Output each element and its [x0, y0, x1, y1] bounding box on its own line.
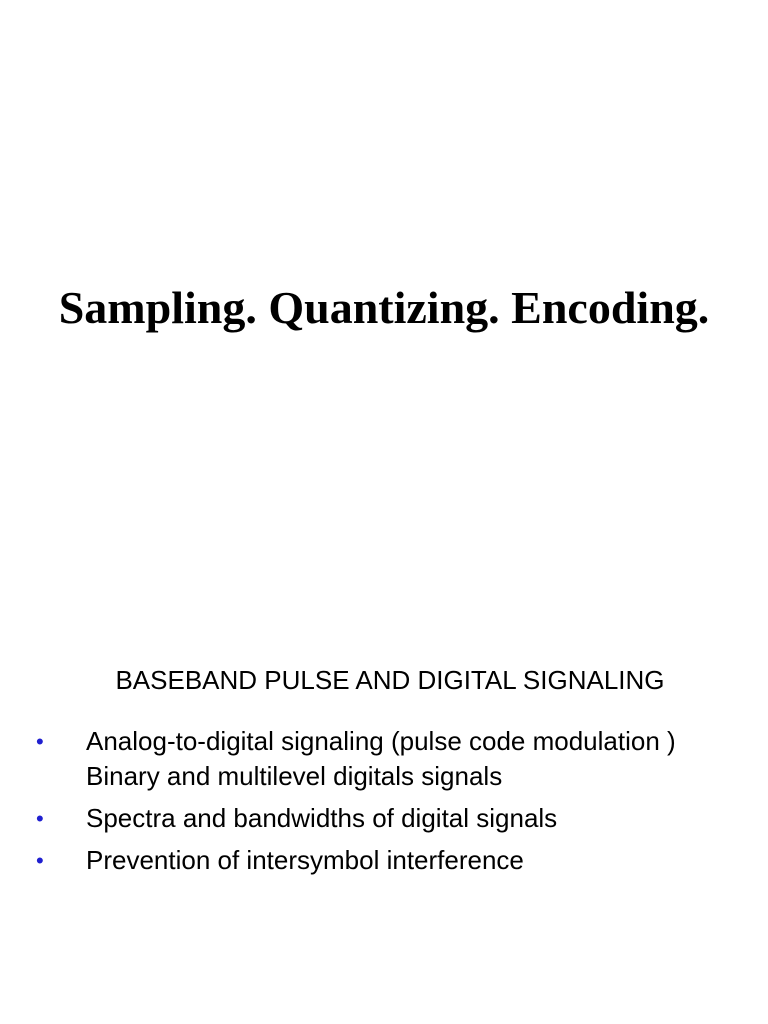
- bullet-icon: •: [36, 729, 44, 754]
- bullet-list: [36, 724, 676, 885]
- bullet-icon: •: [36, 806, 44, 831]
- bullet-item: [36, 724, 676, 794]
- slide-title: Sampling. Quantizing. Encoding.: [58, 282, 710, 333]
- bullet-text: Analog-to-digital signaling (pulse code modulation ) Binary and multilevel digitals signals: [86, 726, 676, 791]
- bullet-text: Prevention of intersymbol interference: [86, 845, 524, 875]
- bullet-item: [36, 843, 676, 878]
- bullet-item: [36, 801, 676, 836]
- bullet-icon: •: [36, 848, 44, 873]
- slide-subtitle: BASEBAND PULSE AND DIGITAL SIGNALING: [115, 665, 665, 695]
- bullet-text: Spectra and bandwidths of digital signals: [86, 803, 558, 833]
